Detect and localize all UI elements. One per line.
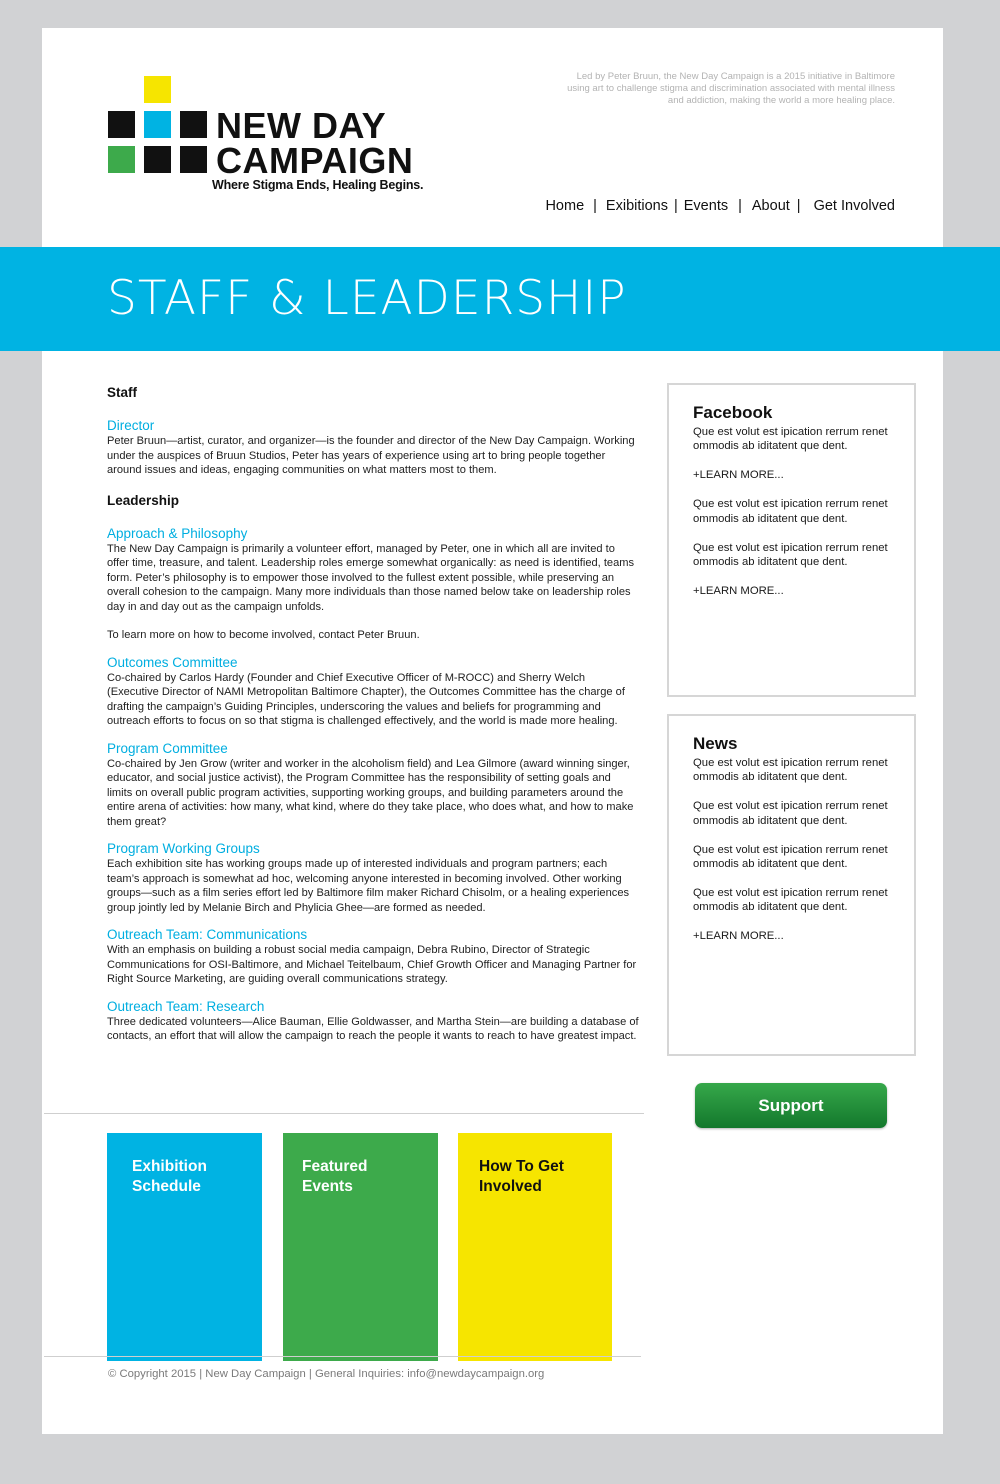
news-panel (667, 714, 916, 1056)
section-title: Outreach Team: Communications (107, 927, 308, 942)
nav-separator: | (593, 198, 597, 214)
approach-section (107, 526, 639, 643)
exhibition-schedule-tile[interactable] (107, 1133, 262, 1361)
section-text: Co-chaired by Jen Grow (writer and worker in the alcoholism field) and Lea Gilmore (award winning singer, educator, and social justice activist), the Program Committee has the responsibility of setting goals and limits on overall public program activities, supporting working groups, and building parameters around the entire arena of activities: how many, what kind, where do they take place, who does what, and how to make them great? (107, 757, 634, 828)
page-title: STAFF & LEADERSHIP (107, 271, 627, 326)
featured-events-tile[interactable] (283, 1133, 438, 1361)
main-content (107, 384, 639, 1056)
logo-tagline: Where Stigma Ends, Healing Begins. (212, 178, 424, 192)
section-text: Co-chaired by Carlos Hardy (Founder and Chief Executive Officer of M-ROCC) and Sherry Welch (Executive Director of NAMI Metropolitan Baltimore Chapter), the Outcomes Committee has the charge of drafting the campaign’s Guiding Principles, underscoring the values and beliefs for programming and outreach efforts to focus on so that stigma is challenged effectively, and the world is made more healing. (107, 671, 625, 727)
news-body (693, 756, 908, 958)
facebook-title: Facebook (693, 403, 773, 422)
how-to-get-involved-tile[interactable] (458, 1133, 612, 1361)
logo-square-black (180, 146, 207, 173)
nav-events[interactable]: Events (683, 198, 729, 214)
facebook-learn-more-link[interactable]: +LEARN MORE... (693, 469, 784, 482)
news-item: Que est volut est ipication rerrum renet ommodis ab iditatent que dent. (693, 886, 888, 914)
facebook-panel (667, 383, 916, 697)
nav-separator: | (796, 198, 801, 214)
logo-word-line1: NEW DAY (216, 105, 387, 146)
news-title: News (693, 734, 738, 753)
nav-separator: | (738, 198, 742, 214)
tile-label-line1: Exhibition (132, 1158, 207, 1175)
facebook-post: Que est volut est ipication rerrum renet ommodis ab iditatent que dent. (693, 426, 888, 453)
nav-about[interactable]: About (751, 198, 790, 214)
logo-square-black (144, 146, 171, 173)
staff-heading: Staff (107, 385, 137, 400)
section-text: Each exhibition site has working groups made up of interested individuals and program partners; each team’s approach is somewhat ad hoc, welcoming anyone interested in becoming involved. Other working groups—such as a film series effort led by Baltimore film maker Richard Chisolm, or a healing experiences group jointly led by Melanie Birch and Phylicia Ghee—are formed as needed. (107, 858, 630, 914)
page-banner (0, 247, 1000, 351)
tile-label-line1: Featured (302, 1158, 368, 1175)
section-title: Director (107, 418, 155, 433)
nav-get-involved[interactable]: Get Involved (813, 198, 895, 214)
section-title: Approach & Philosophy (107, 525, 248, 541)
nav-separator: | (673, 198, 678, 214)
facebook-post: Que est volut est ipication rerrum renet ommodis ab iditatent que dent. (693, 498, 888, 525)
news-item: Que est volut est ipication rerrum renet ommodis ab iditatent que dent. (693, 800, 888, 827)
leadership-heading: Leadership (107, 492, 180, 508)
logo-word-line2: CAMPAIGN (216, 140, 414, 181)
outcomes-section (107, 655, 639, 729)
nav-exhibitions[interactable]: Exibitions (605, 198, 668, 214)
section-title: Program Working Groups (107, 841, 260, 856)
nav-home[interactable]: Home (545, 198, 585, 214)
news-item: Que est volut est ipication rerrum renet ommodis ab iditatent que dent. (693, 843, 888, 871)
research-section (107, 999, 639, 1044)
section-title: Program Committee (107, 740, 228, 756)
communications-section (107, 927, 639, 987)
footer-divider (44, 1356, 641, 1357)
director-section (107, 418, 639, 478)
main-nav (545, 198, 895, 214)
working-groups-section (107, 841, 639, 915)
tile-label-line2: Schedule (132, 1178, 201, 1195)
section-title: Outcomes Committee (107, 654, 238, 670)
section-text: The New Day Campaign is primarily a volunteer effort, managed by Peter, one in which all are invited to offer time, treasure, and talent. Leadership roles emerge somewhat organically: as need is identified, teams form. Peter’s philosophy is to empower those involved to the fullest extent possible, while preserving an overall cohesion to the campaign. Many more individuals than those named below take on leadership roles day in and day out as the campaign unfolds. (107, 542, 635, 613)
facebook-body (693, 425, 908, 613)
section-text: Peter Bruun—artist, curator, and organizer—is the founder and director of the New Day Campaign. Working under the auspices of Bruun Studios, Peter has years of experience using art to bring people together around issues and ideas, engaging communities on what matters most to them. (107, 435, 635, 476)
facebook-learn-more-link[interactable]: +LEARN MORE... (693, 584, 784, 597)
footer-copyright: © Copyright 2015 | New Day Campaign | General Inquiries: info@newdaycampaign.org (108, 1368, 545, 1380)
tile-label-line1: How To Get (479, 1158, 564, 1175)
logo-square-black (108, 111, 135, 138)
program-committee-section (107, 741, 639, 830)
content-divider (44, 1113, 644, 1114)
tile-label-line2: Involved (479, 1178, 542, 1195)
logo-square-blue (144, 111, 171, 138)
logo[interactable] (108, 76, 438, 196)
news-item: Que est volut est ipication rerrum renet ommodis ab iditatent que dent. (693, 757, 888, 784)
tile-label-line2: Events (302, 1178, 353, 1195)
logo-square-green (108, 146, 135, 173)
intro-text: Led by Peter Bruun, the New Day Campaign is a 2015 initiative in Baltimore using art to challenge stigma and discrimination associated with mental illness and addiction, making the world a more healing place. (567, 71, 895, 106)
news-learn-more-link[interactable]: +LEARN MORE... (693, 930, 784, 943)
facebook-post: Que est volut est ipication rerrum renet ommodis ab iditatent que dent. (693, 541, 888, 568)
section-text: Three dedicated volunteers—Alice Bauman, Ellie Goldwasser, and Martha Stein—are building a database of contacts, an effort that will allow the campaign to reach the people it wants to reach to have greatest impact. (107, 1015, 639, 1042)
support-button[interactable]: Support (695, 1083, 887, 1128)
logo-square-yellow (144, 76, 171, 103)
contact-text: To learn more on how to become involved, contact Peter Bruun. (107, 629, 420, 641)
logo-square-black (180, 111, 207, 138)
section-title: Outreach Team: Research (107, 998, 265, 1014)
section-text: With an emphasis on building a robust social media campaign, Debra Rubino, Director of Strategic Communications for OSI-Baltimore, and Michael Teitelbaum, Chief Growth Officer and Managing Partner for Right Source Marketing, are guiding overall communications strategy. (107, 944, 637, 985)
